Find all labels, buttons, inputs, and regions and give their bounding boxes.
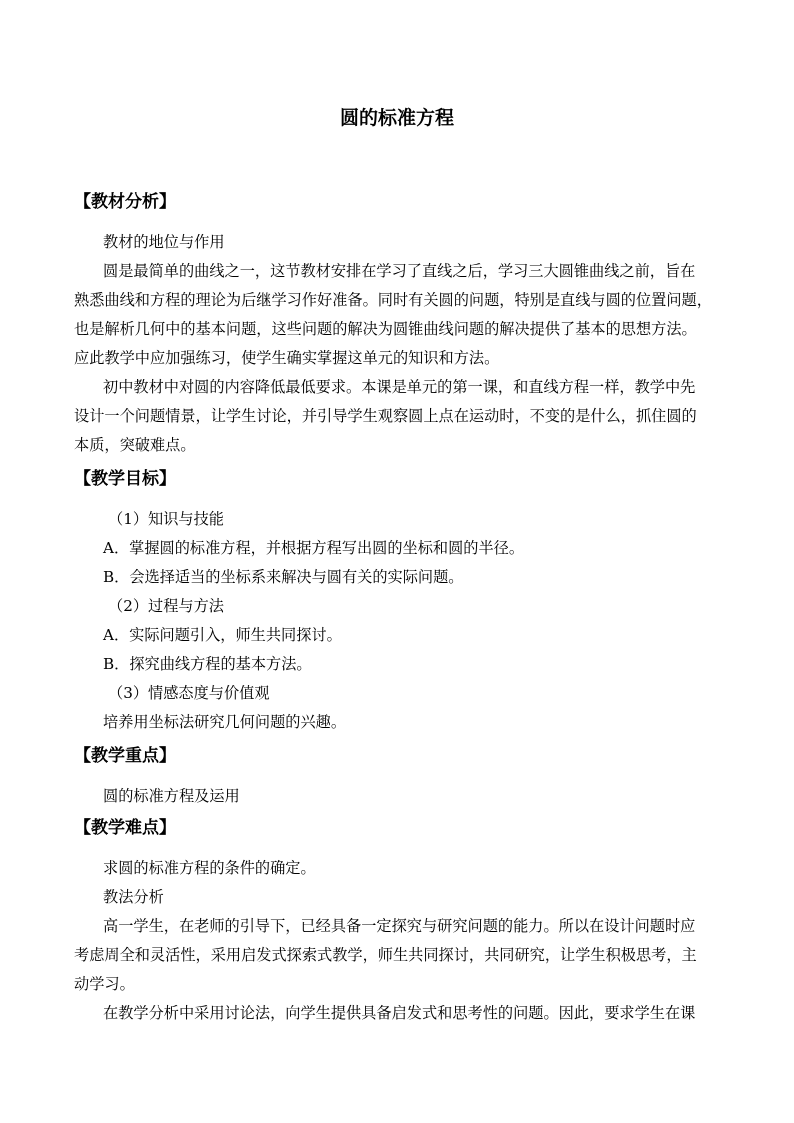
paragraph-line: 圆是最简单的曲线之一，这节教材安排在学习了直线之后，学习三大圆锥曲线之前，旨在 — [103, 262, 696, 280]
paragraph-line: 本质，突破难点。 — [74, 436, 196, 454]
goal-item: A．掌握圆的标准方程，并根据方程写出圆的坐标和圆的半径。 — [103, 539, 525, 557]
paragraph-line: 熟悉曲线和方程的理论为后继学习作好准备。同时有关圆的问题，特别是直线与圆的位置问题， — [74, 291, 712, 309]
goal-item: 培养用坐标法研究几何问题的兴趣。 — [103, 713, 346, 731]
paragraph-line: 应此教学中应加强练习，使学生确实掌握这单元的知识和方法。 — [74, 349, 500, 367]
section-heading-difficulties: 【教学难点】 — [74, 818, 176, 838]
paragraph-line: 求圆的标准方程的条件的确定。 — [103, 859, 316, 877]
paragraph-line: 教法分析 — [103, 888, 164, 906]
paragraph-line: 在教学分析中采用讨论法，向学生提供具备启发式和思考性的问题。因此，要求学生在课 — [103, 1004, 696, 1022]
paragraph-line: 教材的地位与作用 — [103, 233, 225, 251]
paragraph-line: 考虑周全和灵活性，采用启发式探索式教学，师生共同探讨，共同研究，让学生积极思考，主 — [74, 946, 697, 964]
goal-item: B．会选择适当的坐标系来解决与圆有关的实际问题。 — [103, 568, 464, 586]
goal-subheading: （1）知识与技能 — [108, 510, 224, 528]
goal-item: B．探究曲线方程的基本方法。 — [103, 655, 312, 673]
goal-item: A．实际问题引入，师生共同探讨。 — [103, 626, 342, 644]
document-title: 圆的标准方程 — [339, 107, 454, 129]
paragraph-line: 初中教材中对圆的内容降低最低要求。本课是单元的第一课，和直线方程一样，教学中先 — [103, 378, 696, 396]
section-heading-goals: 【教学目标】 — [74, 469, 176, 489]
paragraph-line: 高一学生，在老师的引导下，已经具备一定探究与研究问题的能力。所以在设计问题时应 — [103, 917, 696, 935]
paragraph-line: 动学习。 — [74, 975, 135, 993]
section-heading-key-points: 【教学重点】 — [74, 746, 176, 766]
goal-subheading: （3）情感态度与价值观 — [108, 684, 270, 702]
paragraph-line: 圆的标准方程及运用 — [103, 787, 240, 805]
paragraph-line: 设计一个问题情景，让学生讨论，并引导学生观察圆上点在运动时，不变的是什么，抓住圆的 — [74, 407, 697, 425]
section-heading-analysis: 【教材分析】 — [74, 192, 176, 212]
paragraph-line: 也是解析几何中的基本问题，这些问题的解决为圆锥曲线问题的解决提供了基本的思想方法。 — [74, 320, 697, 338]
goal-subheading: （2）过程与方法 — [108, 597, 224, 615]
